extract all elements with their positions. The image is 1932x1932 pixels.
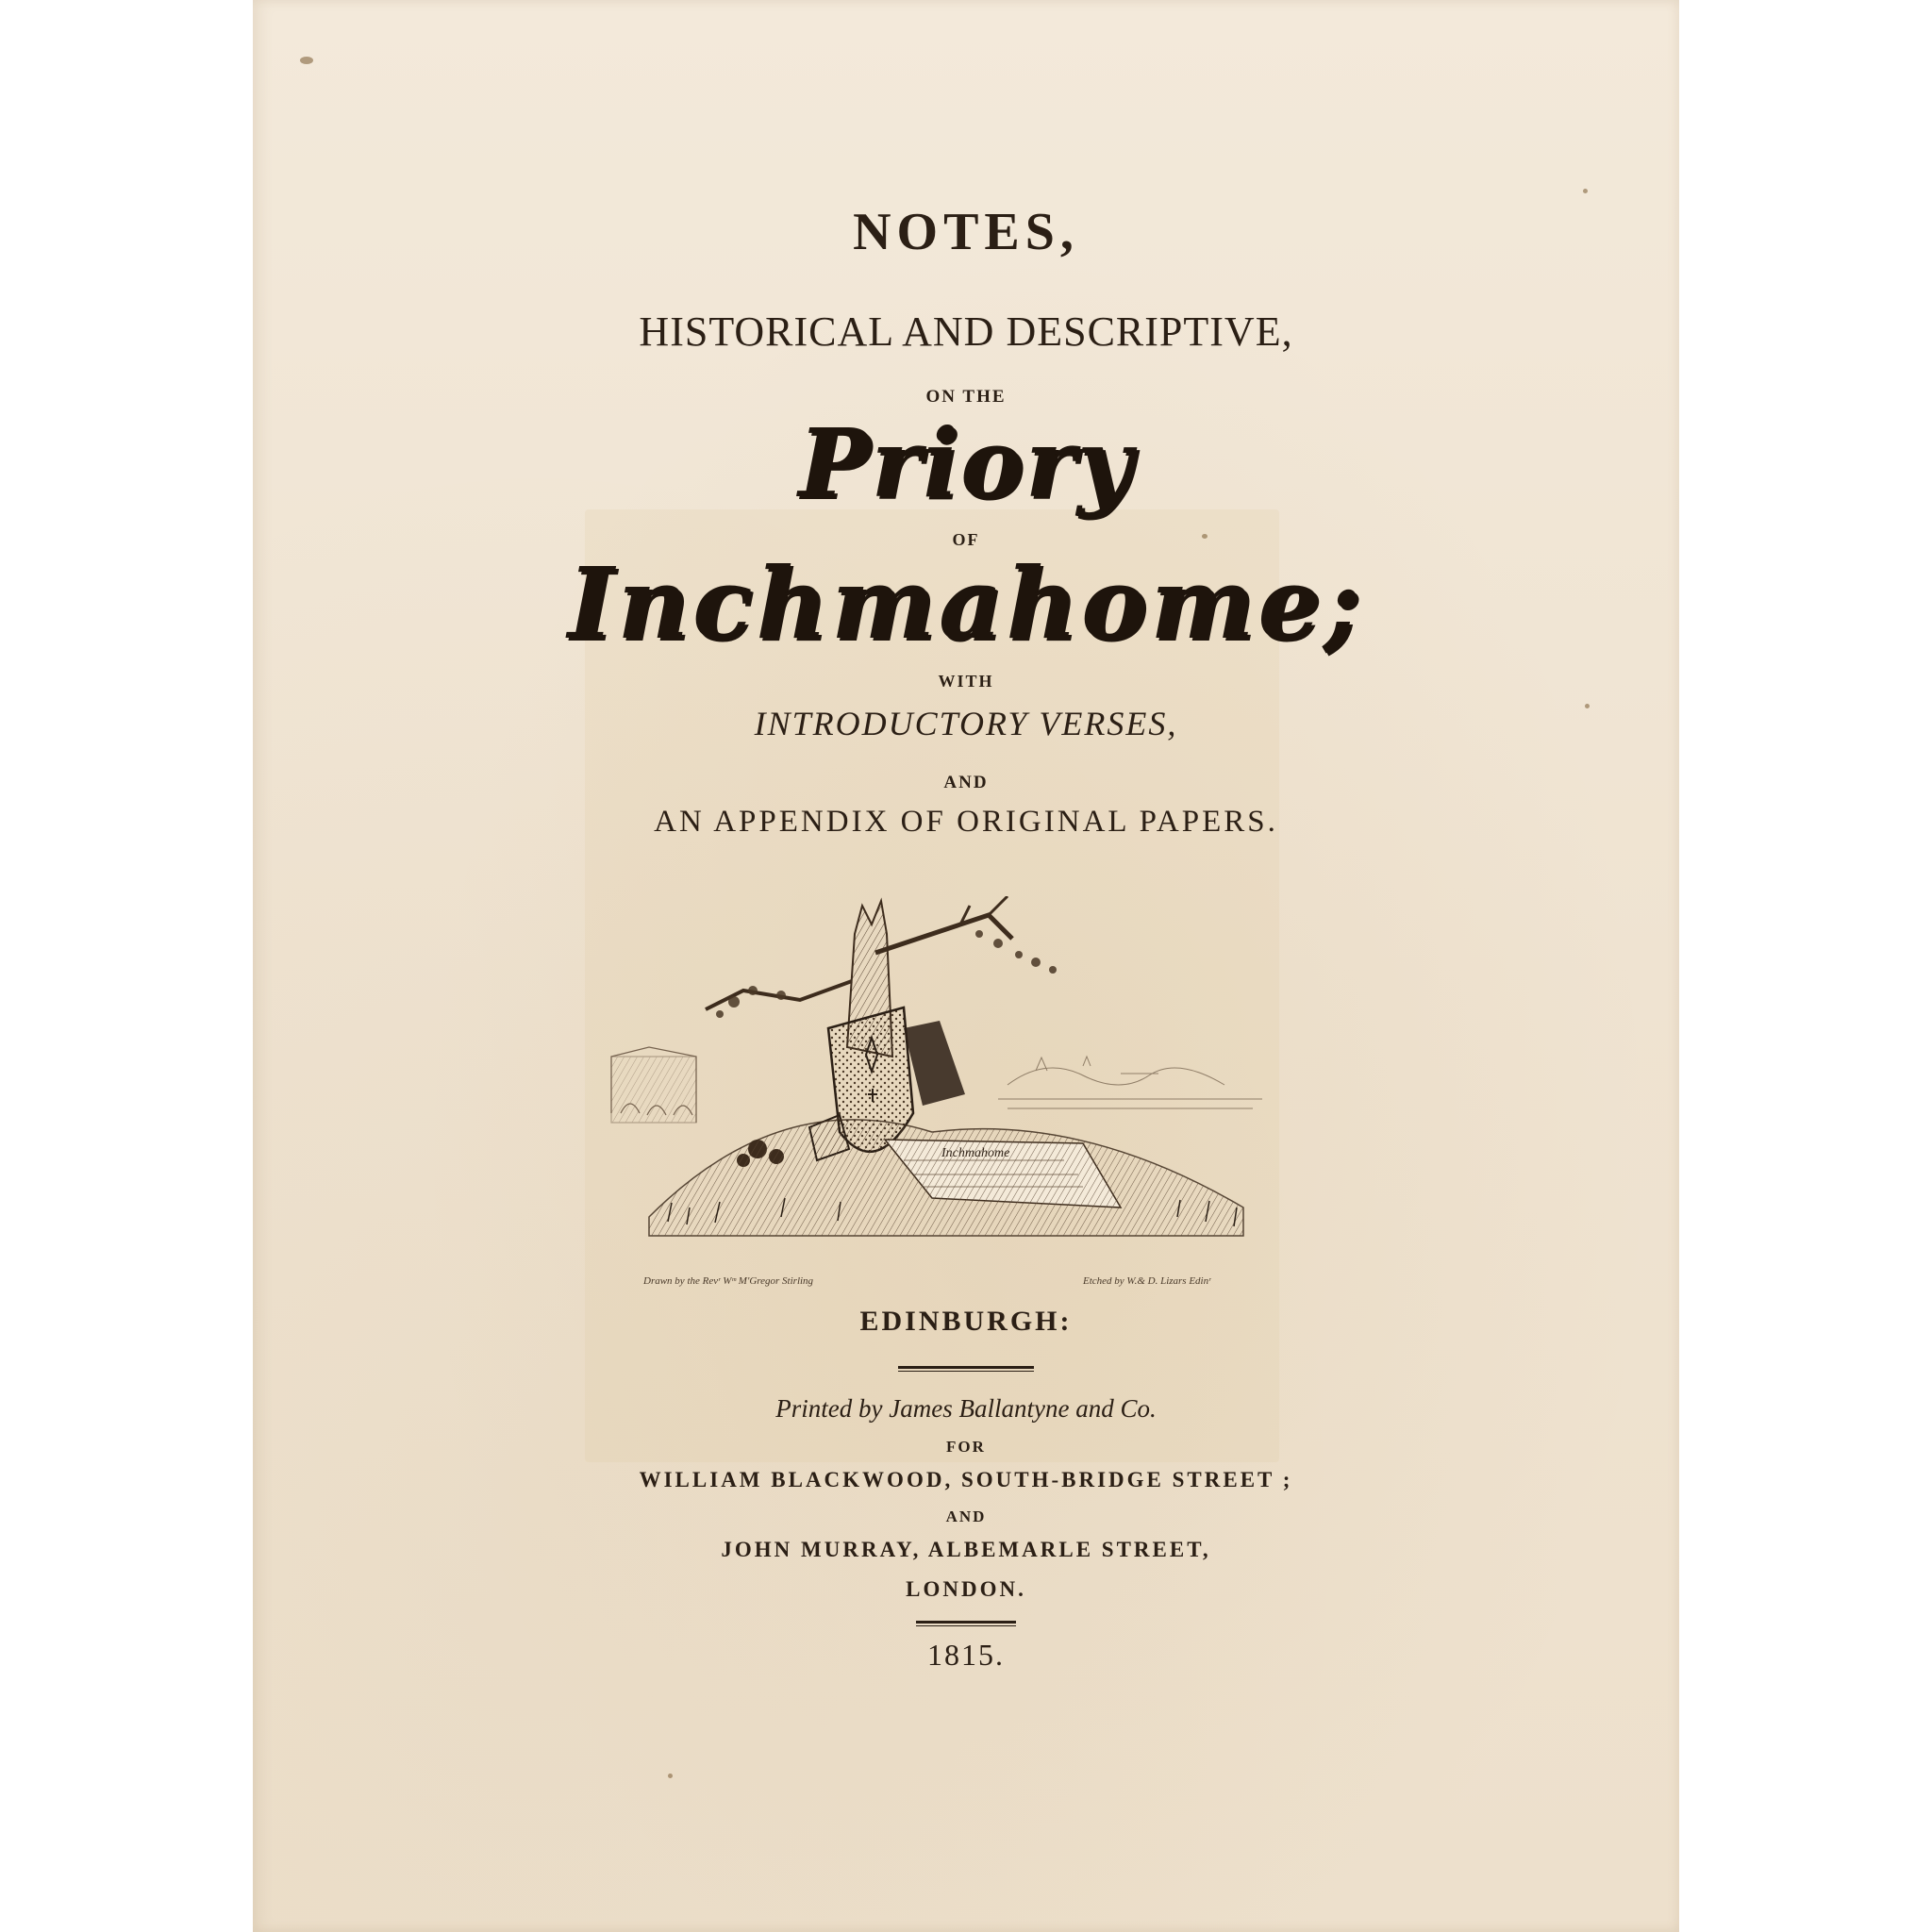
introductory-verses: INTRODUCTORY VERSES, bbox=[754, 705, 1178, 742]
foxing-spot bbox=[668, 1774, 673, 1778]
imprint-city: EDINBURGH: bbox=[859, 1306, 1073, 1337]
connector-and: AND bbox=[943, 773, 989, 792]
connector-and-2: AND bbox=[945, 1507, 987, 1525]
imprint-london: LONDON. bbox=[906, 1577, 1026, 1601]
engraving-credit-drawn: Drawn by the Revʳ Wᵐ M'Gregor Stirling bbox=[643, 1275, 814, 1287]
grassy-mound bbox=[649, 1120, 1243, 1236]
publisher-blackwood: WILLIAM BLACKWOOD, SOUTH-BRIDGE STREET ; bbox=[639, 1468, 1293, 1491]
engraving-credit-etched: Etched by W.& D. Lizars Edinʳ bbox=[1083, 1275, 1211, 1287]
chest bbox=[904, 1021, 965, 1106]
connector-with: WITH bbox=[938, 672, 994, 691]
publisher-murray: JOHN MURRAY, ALBEMARLE STREET, bbox=[721, 1538, 1211, 1561]
double-rule bbox=[898, 1366, 1034, 1372]
double-rule-2 bbox=[916, 1621, 1016, 1626]
ruined-arches bbox=[611, 1047, 696, 1123]
publication-year: 1815. bbox=[927, 1638, 1005, 1672]
title-inchmahome: Inchmahome; bbox=[567, 545, 1365, 661]
book-page bbox=[253, 0, 1679, 1932]
connector-on-the: ON THE bbox=[925, 387, 1007, 407]
foxing-spot bbox=[1583, 189, 1588, 193]
printer-line: Printed by James Ballantyne and Co. bbox=[775, 1394, 1157, 1423]
distant-landscape bbox=[998, 1057, 1262, 1108]
foxing-spot bbox=[300, 57, 313, 64]
title-notes: NOTES, bbox=[853, 203, 1079, 261]
title-priory: Priory bbox=[798, 408, 1134, 519]
subtitle: HISTORICAL AND DESCRIPTIVE, bbox=[639, 308, 1293, 355]
connector-of: OF bbox=[952, 530, 980, 549]
connector-for: FOR bbox=[946, 1438, 986, 1456]
engraved-vignette bbox=[592, 896, 1272, 1292]
appendix-line: AN APPENDIX OF ORIGINAL PAPERS. bbox=[654, 805, 1278, 839]
